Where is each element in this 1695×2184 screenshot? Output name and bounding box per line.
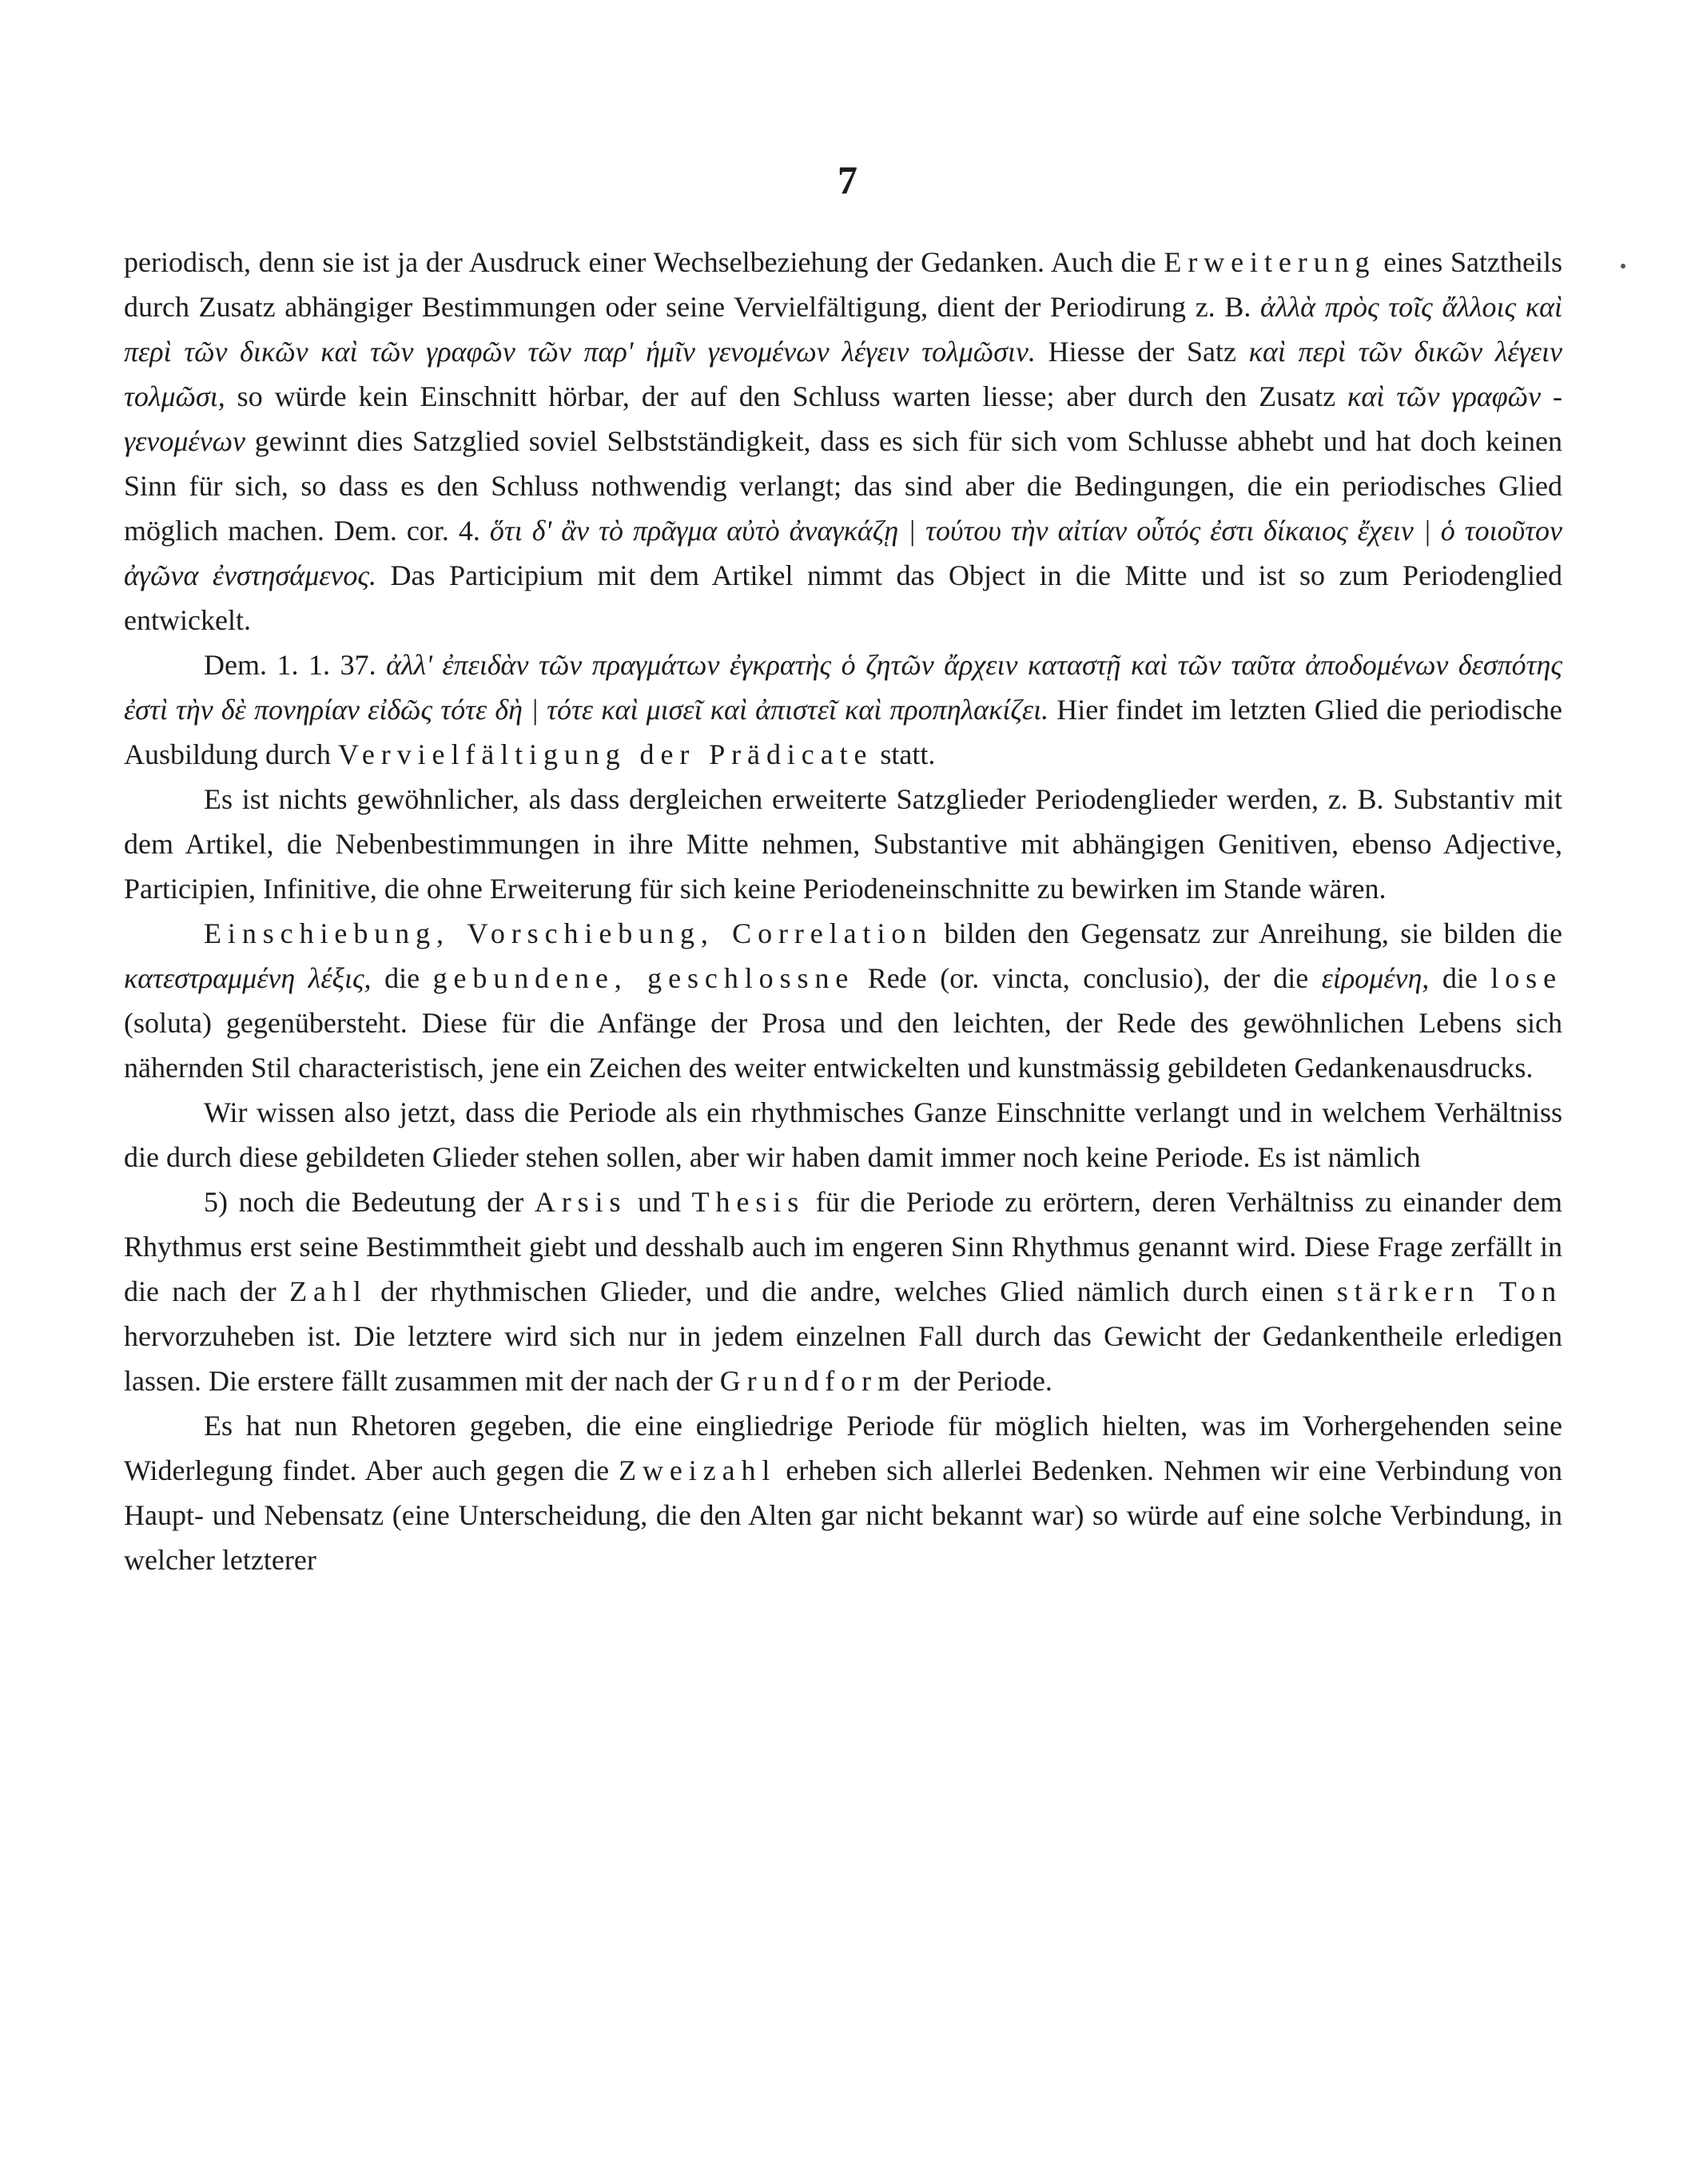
text-run: Wir wissen also jetzt, dass die Periode als ein rhythmisches Ganze Einschnitte verlangt und in welchem Verhältniss die durch diese gebildeten Glieder stehen sollen, aber wir haben damit immer noch keine Periode. Es ist nämlich [124,1096,1562,1173]
emphasized-term: gebundene, geschlossne [432,962,855,994]
greek-quotation: κατεστραμμένη λέξις, [124,962,372,994]
emphasized-term: Arsis [534,1186,627,1218]
text-run: die [371,962,433,994]
greek-quotation: ἀλλὰ πρὸς τοῖς ἄλλοις καὶ περὶ τῶν δικῶν καὶ τῶν γραφῶν τῶν παρ' ἡμῖν γενομένων λέγειν τολμῶσιν. [124,291,1562,368]
paragraph-7 [124,1403,1562,1582]
paragraph-5 [124,1090,1562,1180]
greek-quotation: καὶ περὶ τῶν δικῶν λέγειν τολμῶσι, [124,336,1562,412]
emphasized-term: Thesis [691,1186,806,1218]
paragraph-4 [124,911,1562,1090]
emphasized-term: Vervielfältigung der Prädicate [337,738,873,770]
emphasized-term: lose [1490,962,1563,994]
text-run: der rhythmischen Glieder, und die andre, welches Glied nämlich durch einen [367,1275,1337,1307]
text-run: die [1429,962,1491,994]
text-run: so würde kein Einschnitt hörbar, der auf den Schluss warten liesse; aber durch den Zusatz [225,380,1348,412]
emphasized-term: stärkern Ton [1336,1275,1563,1307]
text-run: periodisch, denn sie ist ja der Ausdruck einer Wechselbeziehung der Gedanken. Auch die [124,246,1164,278]
paragraph-3 [124,777,1562,911]
greek-quotation: καὶ τῶν γραφῶν - γενομένων [124,380,1563,457]
text-run: Rede (or. vincta, conclusio), der die [854,962,1322,994]
text-run: für die Periode zu erörtern, deren Verhältniss zu einander dem Rhythmus erst seine Bestimmtheit giebt und desshalb auch im engeren Sinn Rhythmus genannt wird. Diese Frage zerfällt in die nach der [124,1186,1563,1307]
text-run: Hiesse der Satz [1035,336,1249,368]
text-run: statt. [873,738,936,770]
greek-quotation: εἰρομένη, [1321,962,1430,994]
page-number: 7 [838,157,857,202]
text-run: hervorzuheben ist. Die letztere wird sich nur in jedem einzelnen Fall durch das Gewicht der Gedankentheile erledigen lassen. Die erstere fällt zusammen mit der nach der [124,1320,1562,1397]
paragraph-6 [124,1180,1562,1403]
text-run: der Periode. [905,1365,1052,1397]
greek-quotation: ἀλλ' ἐπειδὰν τῶν πραγμάτων ἐγκρατὴς ὁ ζητῶν ἄρχειν καταστῇ καὶ τῶν ταῦτα ἀποδομένων δεσπότης ἐστὶ τὴν δὲ πονηρίαν εἰδῶς τότε δὴ | τότε καὶ μισεῖ καὶ ἀπιστεῖ καὶ προπηλακίζει. [124,649,1562,726]
greek-quotation: ὅτι δ' ἂν τὸ πρᾶγμα αὐτὸ ἀναγκάζῃ | τούτου τὴν αἰτίαν οὗτός ἐστι δίκαιος ἔχειν | ὁ τοιοῦτον ἀγῶνα ἐνστησάμενος. [124,515,1562,591]
text-run: gewinnt dies Satzglied soviel Selbstständigkeit, dass es sich für sich vom Schlusse abhebt und hat doch keinen Sinn für sich, so dass es den Schluss nothwendig verlangt; das sind aber die Bedingungen, die ein periodisches Glied möglich machen. Dem. cor. 4. [124,425,1562,547]
emphasized-term: Einschiebung, Vorschiebung, Correlation [204,917,933,949]
text-run: (soluta) gegenübersteht. Diese für die Anfänge der Prosa und den leichten, der Rede des gewöhnlichen Lebens sich nähernden Stil characteristisch, jene ein Zeichen des weiter entwickelten und kunstmässig gebildeten Gedankenausdrucks. [124,1007,1562,1084]
ink-speck [1621,264,1625,269]
text-run: bilden den Gegensatz zur Anreihung, sie bilden die [933,917,1562,949]
emphasized-term: Zweizahl [619,1454,777,1486]
text-run: Es hat nun Rhetoren gegeben, die eine eingliedrige Periode für möglich hielten, was im Vorhergehenden seine Widerlegung findet. Aber auch gegen die [124,1410,1562,1486]
text-run: 5) noch die Bedeutung der [204,1186,535,1218]
text-run: Hier findet im letzten Glied die periodische Ausbildung durch [124,694,1562,770]
text-run: eines Satztheils durch Zusatz abhängiger Bestimmungen oder seine Vervielfältigung, dient der Periodirung z. B. [124,246,1562,323]
text-run: Dem. 1. 1. 37. [204,649,387,681]
body-text [124,240,1562,1582]
text-run: Es ist nichts gewöhnlicher, als dass dergleichen erweiterte Satzglieder Periodenglieder werden, z. B. Substantiv mit dem Artikel, die Nebenbestimmungen in ihre Mitte nehmen, Substantive mit abhängigen Genitiven, ebenso Adjective, Participien, Infinitive, die ohne Erweiterung für sich keine Periodeneinschnitte zu bewirken im Stande wären. [124,783,1562,905]
paragraph-2 [124,642,1562,777]
text-run: Das Participium mit dem Artikel nimmt das Object in die Mitte und ist so zum Periodenglied entwickelt. [124,559,1562,636]
text-run: erheben sich allerlei Bedenken. Nehmen wir eine Verbindung von Haupt- und Nebensatz (eine Unterscheidung, die den Alten gar nicht bekannt war) so würde auf eine solche Verbindung, in welcher letzterer [124,1454,1562,1576]
emphasized-term: Grundform [719,1365,906,1397]
text-run: und [627,1186,692,1218]
emphasized-term: Zahl [289,1275,368,1307]
paragraph-1 [124,240,1562,642]
emphasized-term: Erweiterung [1164,246,1376,278]
